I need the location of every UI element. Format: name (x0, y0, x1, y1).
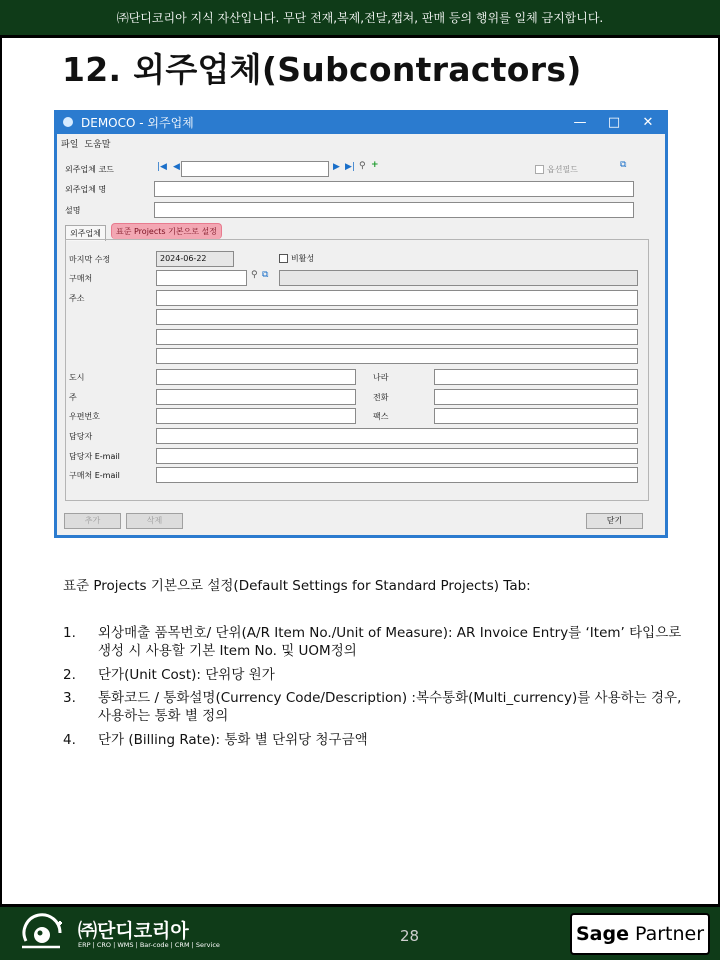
code-label: 외주업체 코드 (65, 165, 114, 174)
address-line-3[interactable] (156, 329, 638, 345)
name-input[interactable] (154, 181, 634, 197)
inactive-label: 비활성 (291, 254, 315, 263)
optional-fields-checkbox[interactable] (535, 164, 578, 175)
zoom-icon[interactable]: ⧉ (620, 160, 627, 170)
delete-button[interactable]: 삭제 (126, 513, 183, 529)
vendor-finder-icon[interactable]: ⚲ (251, 270, 258, 280)
zip-input[interactable] (156, 408, 356, 424)
partner-word: Partner (634, 923, 705, 945)
last-modified-field: 2024-06-22 (156, 251, 234, 267)
app-icon (63, 117, 73, 127)
page-number: 28 (400, 927, 420, 945)
city-input[interactable] (156, 369, 356, 385)
menu-bar (57, 134, 665, 152)
menu-help[interactable]: 도움말 (84, 139, 111, 150)
menu-file[interactable]: 파일 (61, 139, 79, 150)
desc-label: 설명 (65, 206, 81, 215)
country-label: 나라 (373, 373, 389, 382)
name-label: 외주업체 명 (65, 185, 107, 194)
desc-input[interactable] (154, 202, 634, 218)
banner-text: ㈜단디코리아 지식 자산입니다. 무단 전재,복제,전달,캡쳐, 판매 등의 행위를 일체 금지합니다. (116, 11, 604, 25)
form-area (57, 152, 665, 535)
next-record-icon[interactable]: ▶ (333, 162, 340, 172)
address-line-4[interactable] (156, 348, 638, 364)
close-button[interactable]: 닫기 (586, 513, 643, 529)
tab-project-defaults[interactable]: 표준 Projects 기본으로 설정 (111, 223, 222, 239)
description-heading: 표준 Projects 기본으로 설정(Default Settings for Standard Projects) Tab: (63, 578, 531, 594)
address-label: 주소 (69, 294, 85, 303)
slide-title: 12. 외주업체(Subcontractors) (62, 50, 582, 89)
last-modified-label: 마지막 수정 (69, 255, 111, 264)
vendor-input[interactable] (156, 270, 247, 286)
inactive-checkbox[interactable] (279, 253, 314, 264)
company-tagline: ERP | CRO | WMS | Bar-code | CRM | Service (78, 941, 220, 949)
maximize-button[interactable]: □ (607, 114, 621, 130)
code-input[interactable] (181, 161, 329, 177)
add-button[interactable]: 추가 (64, 513, 121, 529)
app-window (54, 110, 668, 538)
state-label: 주 (69, 393, 77, 402)
contact-email-label: 담당자 E-mail (69, 452, 120, 461)
state-input[interactable] (156, 389, 356, 405)
company-name: ㈜단디코리아 (78, 920, 189, 942)
copyright-banner (0, 0, 720, 38)
vendor-label: 구매처 (69, 274, 93, 283)
inactive-check-icon (279, 254, 288, 263)
address-line-2[interactable] (156, 309, 638, 325)
close-window-button[interactable]: ✕ (642, 114, 654, 130)
vendor-zoom-icon[interactable]: ⧉ (262, 270, 269, 280)
fax-input[interactable] (434, 408, 638, 424)
footer (0, 904, 720, 960)
first-record-icon[interactable]: |◀ (157, 162, 167, 172)
vendor-email-label: 구매처 E-mail (69, 471, 120, 480)
zip-label: 우편번호 (69, 412, 100, 421)
contact-email-input[interactable] (156, 448, 638, 464)
vendor-email-input[interactable] (156, 467, 638, 483)
window-title: DEMOCO - 외주업체 (81, 115, 194, 130)
country-input[interactable] (434, 369, 638, 385)
optional-fields-check-icon (535, 165, 544, 174)
tab-subcontractor[interactable]: 외주업체 (65, 225, 106, 241)
fax-label: 팩스 (373, 412, 389, 421)
minimize-button[interactable]: — (573, 114, 587, 130)
prev-record-icon[interactable]: ◀ (173, 162, 180, 172)
title-bar (57, 110, 665, 134)
finder-icon[interactable]: ⚲ (359, 161, 366, 171)
contact-label: 담당자 (69, 432, 93, 441)
contact-input[interactable] (156, 428, 638, 444)
left-border (0, 38, 2, 908)
optional-fields-label: 옵션필드 (547, 165, 578, 174)
address-line-1[interactable] (156, 290, 638, 306)
sage-partner-logo (570, 913, 710, 955)
last-record-icon[interactable]: ▶| (345, 162, 355, 172)
phone-label: 전화 (373, 393, 389, 402)
phone-input[interactable] (434, 389, 638, 405)
sage-brand: Sage (575, 923, 629, 945)
city-label: 도시 (69, 373, 85, 382)
vendor-name-field (279, 270, 638, 286)
new-record-icon[interactable]: + (371, 160, 379, 170)
company-logo-icon (20, 913, 68, 953)
